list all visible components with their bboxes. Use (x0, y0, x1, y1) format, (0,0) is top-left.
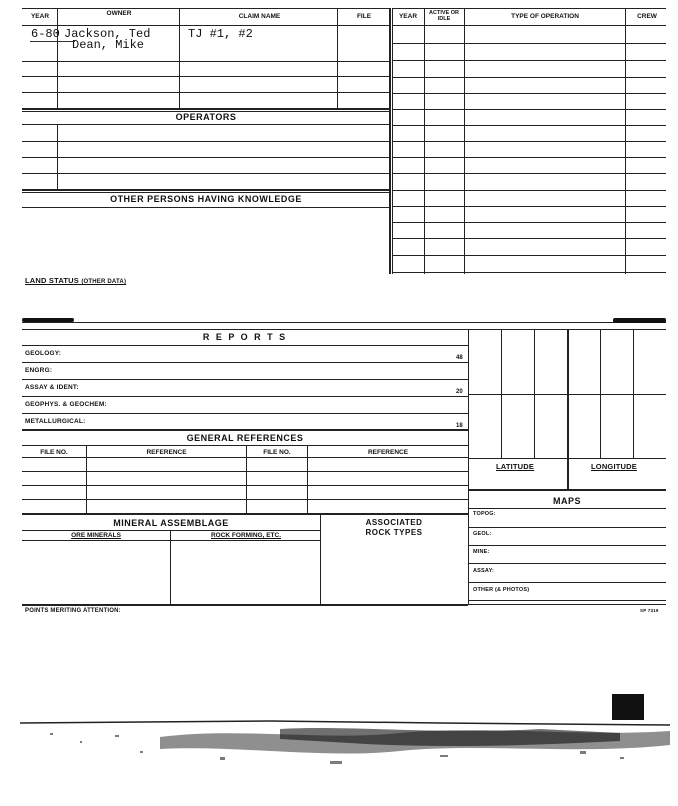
associated-rock-types-line2: ROCK TYPES (365, 528, 423, 537)
scan-smudge-band (20, 715, 670, 775)
points-meriting-attention: POINTS MERITING ATTENTION: (25, 608, 121, 614)
owner-header: OWNER (106, 10, 132, 17)
report-geology-number: 48 (456, 355, 463, 361)
land-status-sublabel: (OTHER DATA) (81, 279, 127, 285)
ref-reference-1-header: REFERENCE (146, 449, 187, 456)
land-status-label (25, 276, 126, 285)
other-persons-title: OTHER PERSONS HAVING KNOWLEDGE (110, 194, 302, 204)
file-header: FILE (356, 13, 372, 20)
maps-title: MAPS (552, 496, 581, 506)
ref-file-no-1-header: FILE NO. (40, 449, 68, 456)
separator-stroke-right (613, 318, 666, 323)
report-geology-label: GEOLOGY: (25, 350, 62, 357)
report-assay-number: 20 (456, 389, 463, 395)
map-mine-label: MINE: (473, 549, 490, 555)
ref-reference-2-header: REFERENCE (367, 449, 409, 456)
crew-header: CREW (637, 13, 657, 20)
entry-claim-name: TJ #1, #2 (188, 27, 253, 41)
report-geophys-label: GEOPHYS. & GEOCHEM: (25, 401, 107, 408)
map-topog-label: TOPOG: (473, 511, 496, 517)
ref-file-no-2-header: FILE NO. (263, 449, 291, 456)
active-idle-header: ACTIVE OR IDLE (429, 10, 459, 22)
associated-rock-types-line1: ASSOCIATED (365, 518, 423, 527)
rock-forming-header: ROCK FORMING, ETC. (210, 532, 282, 539)
report-metallurgical-label: METALLURGICAL: (25, 418, 86, 425)
entry-owner-2: Dean, Mike (72, 38, 145, 52)
general-references-title: GENERAL REFERENCES (186, 433, 304, 443)
type-of-operation-header: TYPE OF OPERATION (511, 13, 579, 20)
mineral-assemblage-title: MINERAL ASSEMBLAGE (113, 518, 229, 528)
claim-name-header: CLAIM NAME (238, 13, 281, 20)
map-assay-label: ASSAY: (473, 568, 495, 574)
report-assay-label: ASSAY & IDENT: (25, 384, 79, 391)
report-engrg-label: ENGRG: (25, 367, 53, 374)
form-number: SP 7319 (640, 608, 659, 613)
year-header: YEAR (30, 13, 50, 20)
operators-title: OPERATORS (175, 112, 237, 122)
land-status-text: LAND STATUS (25, 276, 80, 285)
longitude-label: LONGITUDE (591, 462, 637, 471)
ore-minerals-header: ORE MINERALS (71, 532, 121, 539)
entry-year: 6-80 (31, 27, 60, 41)
map-geol-label: GEOL: (473, 531, 492, 537)
op-year-header: YEAR (398, 13, 418, 20)
report-metallurgical-number: 18 (456, 423, 463, 429)
latitude-label: LATITUDE (496, 462, 535, 471)
reports-title: R E P O R T S (202, 332, 288, 342)
map-other-label: OTHER (& PHOTOS) (473, 587, 530, 593)
entry-owner: Jackson, Ted (64, 27, 151, 41)
